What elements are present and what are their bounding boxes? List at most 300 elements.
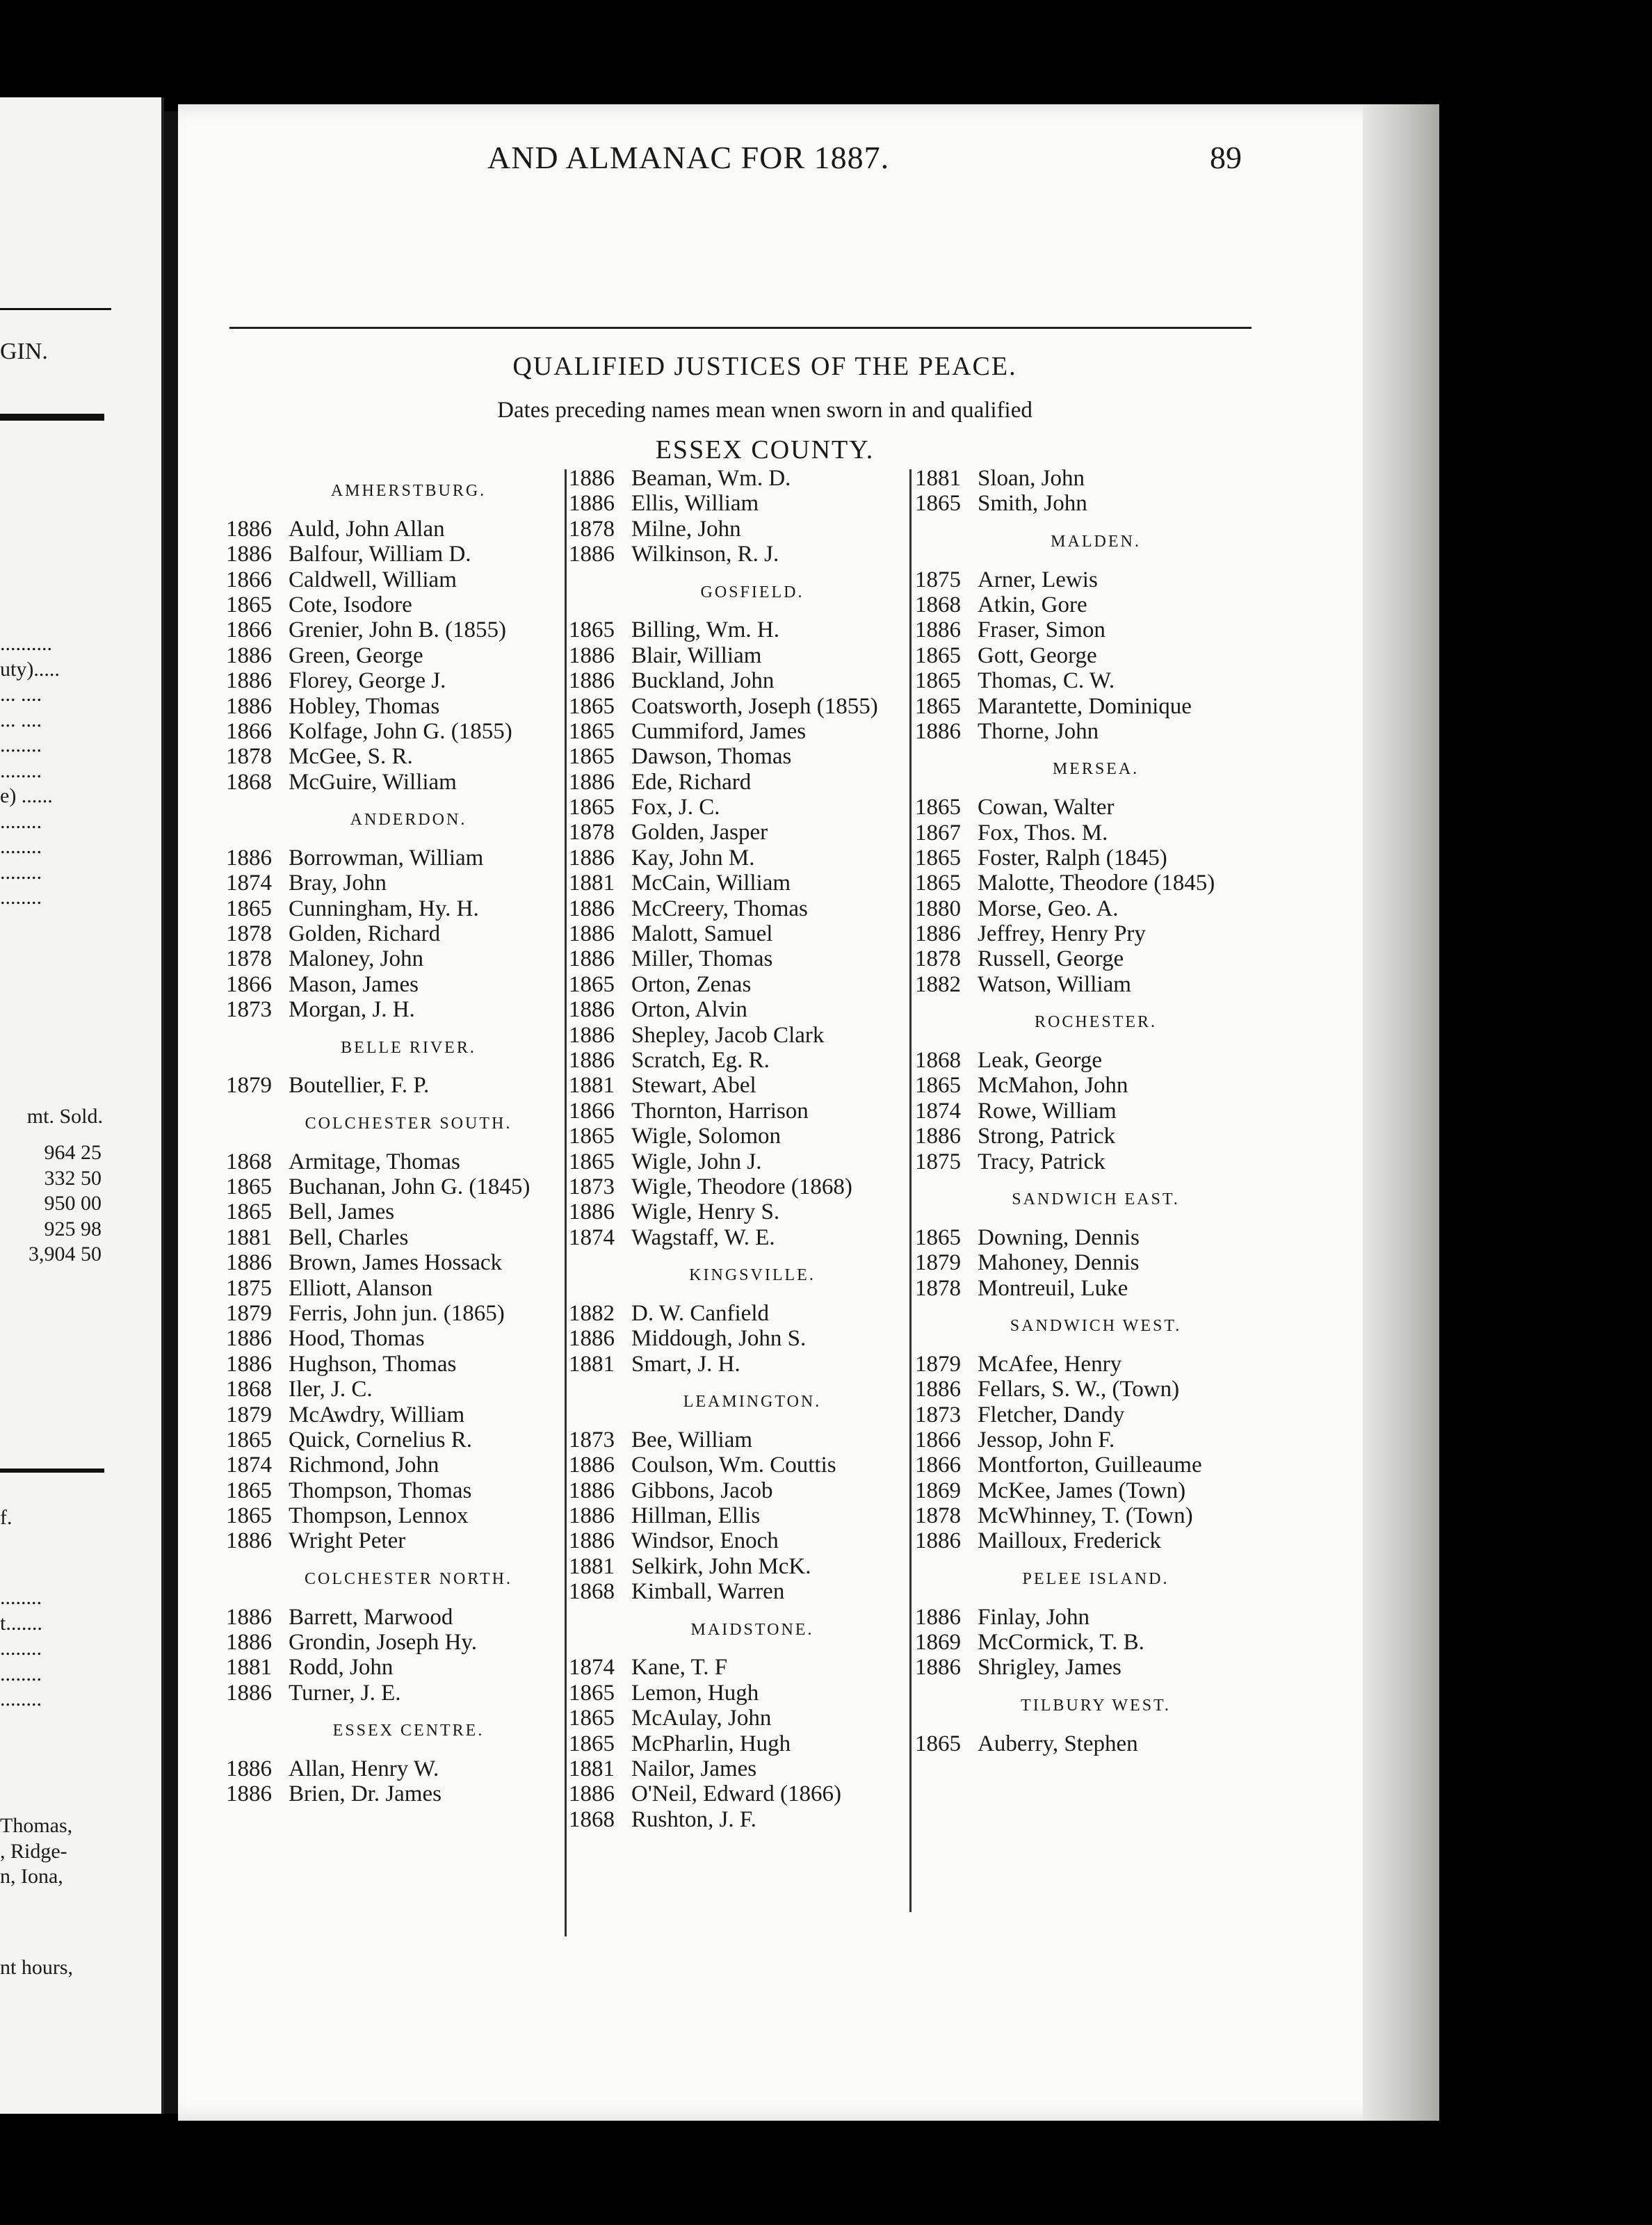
justice-entry	[569, 1099, 908, 1124]
left-amount: 964 25	[44, 1141, 102, 1164]
sworn-year: 1878	[226, 946, 272, 972]
left-dot-line: ... ....	[0, 708, 42, 731]
township-heading: ANDERDON.	[350, 811, 467, 830]
justice-entry	[915, 946, 1249, 971]
justice-name: D. W. Canfield	[631, 1300, 769, 1326]
column-2	[569, 466, 908, 1832]
justice-entry	[915, 668, 1249, 693]
justice-entry	[226, 1681, 563, 1706]
sworn-year: 1865	[569, 718, 615, 744]
justice-entry	[226, 1276, 563, 1301]
justice-entry	[915, 820, 1249, 846]
justice-name: Ede, Richard	[631, 769, 752, 795]
justice-name: Nailor, James	[631, 1756, 757, 1781]
justice-name: McCain, William	[631, 871, 791, 896]
sworn-year: 1878	[569, 516, 615, 542]
left-header-fragment: GIN.	[0, 339, 48, 364]
sworn-year: 1886	[915, 1604, 961, 1630]
sworn-year: 1865	[569, 1124, 615, 1149]
justice-name: Thompson, Thomas	[289, 1478, 472, 1503]
township-heading: SANDWICH WEST.	[1010, 1316, 1182, 1335]
sworn-year: 1886	[226, 668, 272, 694]
sworn-year: 1886	[226, 693, 272, 719]
justice-name: Wilkinson, R. J.	[631, 542, 779, 567]
justice-entry	[569, 997, 908, 1022]
left-dot-line: ........	[0, 886, 42, 909]
justice-entry	[226, 1073, 563, 1098]
sworn-year: 1886	[226, 1250, 272, 1276]
justice-name: Shrigley, James	[978, 1655, 1121, 1681]
justice-name: Grondin, Joseph Hy.	[289, 1630, 478, 1656]
sworn-year: 1886	[569, 1528, 615, 1554]
township-heading: GOSFIELD.	[700, 583, 804, 601]
justice-entry	[569, 1352, 908, 1377]
justice-name: Miller, Thomas	[631, 946, 773, 972]
justice-name: Florey, George J.	[289, 668, 446, 694]
justice-name: Tracy, Patrick	[978, 1149, 1106, 1174]
sworn-year: 1874	[226, 871, 272, 896]
justice-entry	[569, 1225, 908, 1250]
justice-name: Wigle, Solomon	[631, 1124, 781, 1149]
justice-entry	[915, 921, 1249, 946]
justice-entry	[226, 1478, 563, 1503]
justice-entry	[915, 1048, 1249, 1073]
sworn-year: 1868	[569, 1579, 615, 1605]
justice-entry	[569, 972, 908, 997]
justice-name: Brien, Dr. James	[289, 1781, 442, 1807]
left-fragment-f: f.	[0, 1506, 13, 1529]
justice-name: Iler, J. C.	[289, 1377, 373, 1402]
justice-entry	[915, 1453, 1249, 1478]
justice-name: Bee, William	[631, 1427, 753, 1453]
justice-name: Cunningham, Hy. H.	[289, 896, 479, 921]
sworn-year: 1882	[915, 971, 961, 997]
justice-entry	[915, 1276, 1249, 1301]
sworn-year: 1865	[569, 1731, 615, 1756]
column-3	[915, 466, 1249, 1756]
justice-name: McKee, James (Town)	[978, 1478, 1186, 1503]
justice-name: Orton, Zenas	[631, 971, 752, 997]
justice-name: Brown, James Hossack	[289, 1250, 503, 1276]
justice-entry	[569, 946, 908, 971]
justice-entry	[915, 643, 1249, 668]
justice-name: Fellars, S. W., (Town)	[978, 1377, 1180, 1402]
left-dot-line: e) ......	[0, 784, 53, 807]
justice-name: Finlay, John	[978, 1604, 1090, 1630]
left-dot-line: ........	[0, 1637, 42, 1660]
justice-name: Shepley, Jacob Clark	[631, 1022, 825, 1048]
sworn-year: 1886	[226, 1351, 272, 1377]
justice-name: Cowan, Walter	[978, 795, 1115, 820]
sworn-year: 1886	[569, 1022, 615, 1048]
sworn-year: 1886	[569, 466, 615, 491]
justice-entry	[915, 1250, 1249, 1275]
left-text-line: Thomas,	[0, 1814, 73, 1837]
justice-entry	[569, 1731, 908, 1756]
sworn-year: 1865	[569, 1149, 615, 1174]
justice-entry	[915, 846, 1249, 871]
justice-name: Fox, J. C.	[631, 795, 720, 820]
sworn-year: 1879	[226, 1300, 272, 1326]
justice-name: Dawson, Thomas	[631, 744, 792, 770]
justice-name: Gott, George	[978, 642, 1097, 668]
justice-entry	[226, 1605, 563, 1630]
sworn-year: 1886	[569, 896, 615, 921]
justice-entry	[226, 617, 563, 642]
justice-name: Blair, William	[631, 642, 762, 668]
justice-name: Buchanan, John G. (1845)	[289, 1174, 531, 1199]
justice-name: Wigle, Theodore (1868)	[631, 1174, 852, 1199]
justice-entry	[226, 972, 563, 997]
justice-name: Morse, Geo. A.	[978, 896, 1119, 921]
justice-entry	[569, 1048, 908, 1073]
justice-entry	[226, 1781, 563, 1806]
justice-entry	[915, 1478, 1249, 1503]
left-amount: 925 98	[44, 1217, 102, 1240]
sworn-year: 1868	[915, 1048, 961, 1074]
sworn-year: 1886	[569, 491, 615, 517]
justice-name: Watson, William	[978, 971, 1131, 997]
justice-name: Boutellier, F. P.	[289, 1073, 430, 1099]
justice-name: Windsor, Enoch	[631, 1528, 779, 1554]
left-text-line: , Ridge-	[0, 1839, 67, 1863]
justice-name: Arner, Lewis	[978, 567, 1098, 592]
sworn-year: 1886	[915, 921, 961, 947]
justice-name: Golden, Richard	[289, 921, 441, 947]
justice-name: Morgan, J. H.	[289, 997, 415, 1023]
justice-entry	[569, 896, 908, 921]
page-edge	[1363, 104, 1439, 2121]
justice-entry	[226, 744, 563, 769]
sworn-year: 1865	[569, 1680, 615, 1706]
sworn-year: 1886	[226, 1326, 272, 1352]
sworn-year: 1886	[226, 1604, 272, 1630]
sworn-year: 1865	[226, 1199, 272, 1225]
justice-entry	[569, 719, 908, 744]
justice-entry	[226, 1174, 563, 1199]
justice-entry	[569, 1756, 908, 1781]
left-dot-line: ........	[0, 1586, 42, 1609]
sworn-year: 1886	[569, 1453, 615, 1478]
justice-name: Scratch, Eg. R.	[631, 1048, 770, 1073]
justice-name: Marantette, Dominique	[978, 693, 1192, 719]
justice-entry	[569, 1453, 908, 1478]
justice-entry	[915, 617, 1249, 642]
township-heading: SANDWICH EAST.	[1012, 1190, 1180, 1208]
left-dot-line: ..........	[0, 632, 52, 655]
justice-entry	[915, 871, 1249, 896]
sworn-year: 1869	[915, 1478, 961, 1503]
justice-entry	[226, 1630, 563, 1655]
justice-name: McGuire, William	[289, 769, 457, 795]
sworn-year: 1886	[915, 1528, 961, 1554]
justice-name: Cummiford, James	[631, 718, 807, 744]
justice-name: Kolfage, John G. (1855)	[289, 718, 512, 744]
justice-name: Beaman, Wm. D.	[631, 466, 791, 491]
township-heading: PELEE ISLAND.	[1022, 1569, 1169, 1588]
sworn-year: 1873	[569, 1427, 615, 1453]
justice-entry	[226, 1301, 563, 1326]
township-heading: MERSEA.	[1052, 760, 1140, 779]
justice-entry	[569, 1503, 908, 1528]
sworn-year: 1886	[915, 1655, 961, 1681]
left-amount: 3,904 50	[29, 1243, 102, 1265]
sworn-year: 1879	[915, 1250, 961, 1276]
sworn-year: 1869	[915, 1630, 961, 1656]
justice-name: Turner, J. E.	[289, 1680, 401, 1706]
justice-name: Hughson, Thomas	[289, 1351, 457, 1377]
justice-entry	[915, 896, 1249, 921]
justice-name: Bell, Charles	[289, 1224, 409, 1250]
justice-entry	[915, 1149, 1249, 1174]
justice-name: Richmond, John	[289, 1453, 439, 1478]
sworn-year: 1886	[226, 845, 272, 871]
justice-name: Thornton, Harrison	[631, 1098, 809, 1124]
justice-name: Lemon, Hugh	[631, 1680, 759, 1706]
justice-entry	[226, 997, 563, 1022]
left-dot-line: ........	[0, 809, 42, 833]
sworn-year: 1881	[569, 1073, 615, 1099]
justice-name: Bray, John	[289, 871, 387, 896]
justice-entry	[915, 567, 1249, 592]
sworn-year: 1868	[915, 592, 961, 617]
sworn-year: 1868	[226, 1149, 272, 1174]
running-head: AND ALMANAC FOR 1887.	[487, 140, 890, 175]
justice-entry	[915, 1655, 1249, 1680]
justice-name: Mailloux, Frederick	[978, 1528, 1161, 1554]
left-dot-line: ........	[0, 759, 42, 782]
sworn-year: 1886	[569, 921, 615, 947]
sworn-year: 1865	[915, 1224, 961, 1250]
sworn-year: 1865	[915, 642, 961, 668]
sworn-year: 1886	[569, 1199, 615, 1225]
township-heading: AMHERSTBURG.	[330, 482, 487, 500]
justice-name: Mahoney, Dennis	[978, 1250, 1140, 1276]
justice-entry	[226, 567, 563, 592]
justice-name: McPharlin, Hugh	[631, 1731, 791, 1756]
justice-entry	[569, 694, 908, 719]
justice-entry	[226, 921, 563, 946]
justice-name: Wagstaff, W. E.	[631, 1224, 775, 1250]
sworn-year: 1865	[915, 1073, 961, 1099]
township-heading: COLCHESTER SOUTH.	[305, 1114, 512, 1133]
sworn-year: 1875	[226, 1275, 272, 1301]
justice-entry	[569, 1301, 908, 1326]
left-page-thick-rule	[0, 414, 104, 421]
left-dot-line: ... ....	[0, 683, 42, 706]
sworn-year: 1886	[569, 1503, 615, 1529]
justice-name: Maloney, John	[289, 946, 424, 972]
justice-name: Kane, T. F	[631, 1655, 728, 1681]
sworn-year: 1886	[569, 997, 615, 1023]
column-divider-1	[565, 469, 567, 1936]
justice-name: Buckland, John	[631, 668, 775, 694]
left-dot-line: t.......	[0, 1611, 42, 1635]
section-subtitle: Dates preceding names mean wnen sworn in and qualified	[497, 398, 1032, 423]
justice-entry	[569, 1807, 908, 1832]
justice-entry	[915, 1605, 1249, 1630]
justice-entry	[226, 1503, 563, 1528]
sworn-year: 1865	[915, 871, 961, 896]
justice-entry	[569, 1199, 908, 1224]
justice-entry	[226, 1199, 563, 1224]
sworn-year: 1865	[569, 617, 615, 643]
justice-name: Borrowman, William	[289, 845, 484, 871]
book-spine	[164, 111, 178, 2114]
left-page-fragment	[0, 97, 164, 2114]
township-heading: MAIDSTONE.	[690, 1620, 814, 1639]
justice-entry	[915, 491, 1249, 516]
sworn-year: 1886	[915, 617, 961, 643]
township-heading: BELLE RIVER.	[341, 1038, 476, 1057]
sworn-year: 1875	[915, 1149, 961, 1174]
justice-entry	[569, 744, 908, 769]
sworn-year: 1886	[226, 1630, 272, 1656]
justice-entry	[569, 1073, 908, 1098]
left-amount: 332 50	[44, 1166, 102, 1190]
sworn-year: 1873	[569, 1174, 615, 1199]
sworn-year: 1881	[915, 466, 961, 491]
justice-name: Rushton, J. F.	[631, 1806, 756, 1832]
justice-name: Thomas, C. W.	[978, 668, 1115, 694]
sworn-year: 1886	[569, 1478, 615, 1503]
justice-entry	[569, 871, 908, 896]
justice-entry	[226, 1402, 563, 1427]
justice-name: Balfour, William D.	[289, 542, 471, 567]
justice-entry	[569, 820, 908, 845]
sworn-year: 1878	[569, 820, 615, 846]
justice-entry	[569, 846, 908, 871]
left-dot-line: ........	[0, 860, 42, 884]
justice-entry	[569, 542, 908, 567]
justice-entry	[915, 1402, 1249, 1427]
sworn-year: 1886	[569, 1048, 615, 1073]
sworn-year: 1879	[226, 1073, 272, 1099]
justice-name: Wigle, Henry S.	[631, 1199, 780, 1225]
justice-entry	[569, 617, 908, 642]
sworn-year: 1881	[569, 1756, 615, 1781]
sworn-year: 1867	[915, 820, 961, 846]
justice-entry	[915, 466, 1249, 491]
sworn-year: 1886	[226, 1756, 272, 1782]
sworn-year: 1866	[569, 1098, 615, 1124]
left-page-rule-2	[0, 1468, 104, 1473]
justice-entry	[226, 896, 563, 921]
justice-entry	[226, 517, 563, 542]
justice-entry	[915, 1073, 1249, 1098]
justice-name: Malotte, Theodore (1845)	[978, 871, 1215, 896]
justice-name: Hood, Thomas	[289, 1326, 425, 1352]
sworn-year: 1865	[915, 693, 961, 719]
justice-entry	[569, 1554, 908, 1579]
justice-entry	[226, 1326, 563, 1351]
justice-name: Strong, Patrick	[978, 1124, 1115, 1149]
justice-entry	[226, 1352, 563, 1377]
sworn-year: 1886	[226, 516, 272, 542]
justice-name: O'Neil, Edward (1866)	[631, 1781, 841, 1807]
sworn-year: 1865	[226, 592, 272, 617]
sworn-year: 1865	[226, 1427, 272, 1453]
sworn-year: 1880	[915, 896, 961, 921]
sworn-year: 1886	[226, 642, 272, 668]
justice-name: Ferris, John jun. (1865)	[289, 1300, 505, 1326]
justice-entry	[569, 643, 908, 668]
justice-entry	[226, 1225, 563, 1250]
justice-entry	[915, 719, 1249, 744]
sworn-year: 1865	[569, 744, 615, 770]
justice-entry	[226, 770, 563, 795]
section-title: QUALIFIED JUSTICES OF THE PEACE.	[512, 352, 1017, 381]
justice-entry	[569, 770, 908, 795]
justice-entry	[569, 1174, 908, 1199]
justice-name: McMahon, John	[978, 1073, 1128, 1099]
justice-name: Kay, John M.	[631, 845, 755, 871]
justice-entry	[569, 1781, 908, 1806]
justice-name: Quick, Cornelius R.	[289, 1427, 472, 1453]
sworn-year: 1886	[226, 1528, 272, 1554]
justice-entry	[569, 795, 908, 820]
sworn-year: 1874	[915, 1098, 961, 1124]
justice-name: McAwdry, William	[289, 1402, 465, 1427]
sworn-year: 1866	[226, 718, 272, 744]
sworn-year: 1886	[569, 1326, 615, 1352]
justice-name: McAulay, John	[631, 1706, 772, 1731]
left-dot-line: ........	[0, 835, 42, 858]
justice-entry	[226, 668, 563, 693]
sworn-year: 1886	[569, 642, 615, 668]
justice-entry	[915, 1427, 1249, 1453]
column-divider-2	[909, 469, 912, 1912]
justice-name: Hillman, Ellis	[631, 1503, 761, 1529]
justice-entry	[915, 1528, 1249, 1553]
left-table-header: mt. Sold.	[26, 1105, 103, 1128]
justice-entry	[569, 1023, 908, 1048]
justice-name: McCreery, Thomas	[631, 896, 808, 921]
justice-name: Russell, George	[978, 946, 1124, 972]
justice-name: Orton, Alvin	[631, 997, 747, 1023]
justice-name: Billing, Wm. H.	[631, 617, 779, 643]
justice-name: Grenier, John B. (1855)	[289, 617, 507, 643]
justice-name: Montforton, Guilleaume	[978, 1453, 1202, 1478]
left-dot-line: ........	[0, 1662, 42, 1685]
justice-name: Downing, Dennis	[978, 1224, 1140, 1250]
justice-entry	[226, 1756, 563, 1781]
sworn-year: 1886	[915, 1377, 961, 1402]
sworn-year: 1873	[226, 997, 272, 1023]
sworn-year: 1881	[569, 1351, 615, 1377]
sworn-year: 1865	[915, 1731, 961, 1756]
justice-entry	[915, 1503, 1249, 1528]
sworn-year: 1886	[915, 718, 961, 744]
justice-entry	[226, 1453, 563, 1478]
sworn-year: 1881	[226, 1655, 272, 1681]
justice-entry	[569, 1579, 908, 1604]
justice-entry	[569, 1326, 908, 1351]
justice-entry	[569, 491, 908, 516]
sworn-year: 1865	[226, 896, 272, 921]
justice-name: Armitage, Thomas	[289, 1149, 460, 1174]
sworn-year: 1866	[915, 1453, 961, 1478]
justice-entry	[226, 643, 563, 668]
justice-entry	[226, 1655, 563, 1680]
sworn-year: 1868	[226, 769, 272, 795]
justice-name: Fraser, Simon	[978, 617, 1106, 643]
left-page-rule	[0, 308, 111, 310]
justice-entry	[569, 1124, 908, 1149]
justice-entry	[915, 1099, 1249, 1124]
justice-entry	[915, 592, 1249, 617]
sworn-year: 1865	[915, 668, 961, 694]
